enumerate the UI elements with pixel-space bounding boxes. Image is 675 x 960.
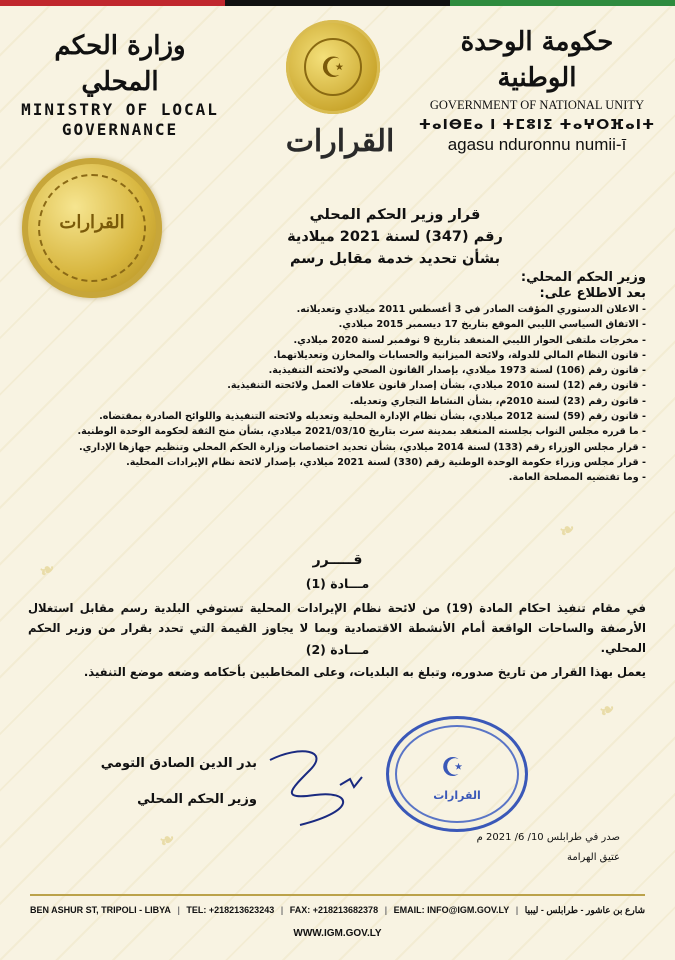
signatory-name: بدر الدين الصادق التومي bbox=[100, 756, 257, 771]
list-item: - قانون رقم (23) لسنة 2010م، بشأن النشاط التجاري وتعديله. bbox=[349, 395, 646, 407]
decides-heading: قـــــرر bbox=[312, 552, 363, 568]
minister-label: وزير الحكم المحلي: bbox=[520, 270, 646, 285]
crescent-star-icon: ☪ bbox=[441, 753, 465, 783]
footer-fax: FAX: +218213682378 bbox=[289, 905, 379, 915]
decision-number: رقم (347) لسنة 2021 ميلادية bbox=[287, 229, 503, 245]
footer-website-link[interactable]: WWW.IGM.GOV.LY bbox=[293, 928, 382, 939]
list-item: - قرار مجلس الوزراء رقم (133) لسنة 2014 ميلادي، بشأن تحديد اختصاصات وزارة الحكم المحلي وتنظيم جهازها الإداري. bbox=[78, 441, 646, 453]
watermark: ❧ bbox=[35, 557, 60, 584]
list-item: - قانون رقم (59) لسنة 2012 ميلادي، بشأن نظام الإدارة المحلية وتعديله ولائحته التنفيذية واللوائح الصادرة بمقتضاه. bbox=[99, 411, 646, 423]
watermark: ❧ bbox=[155, 827, 180, 854]
government-logo-block bbox=[417, 24, 657, 155]
list-item: - ما قرره مجلس النواب بجلسته المنعقد بمدينة سرت بتاريخ 2021/03/10 ميلادي، بشأن منح الثقة لحكومة الوحدة الوطنية. bbox=[77, 426, 646, 438]
list-item: - قرار مجلس وزراء حكومة الوحدة الوطنية رقم (330) لسنة 2021 ميلادي، بإصدار لائحة نظام الإيرادات المحلية. bbox=[126, 456, 646, 468]
footer-email[interactable]: EMAIL: INFO@IGM.GOV.LY bbox=[393, 905, 510, 915]
decision-title: قرار وزير الحكم المحلي bbox=[309, 207, 481, 223]
government-name-tifinagh: ⵜⴰⵏⴱⴹⴰ ⵏ ⵜⵎⵓⵏⵉ ⵜⴰⵖⵔⴼⴰⵏⵜ bbox=[418, 117, 656, 133]
signature-block bbox=[97, 746, 257, 818]
decisions-title: القرارات bbox=[285, 124, 395, 159]
decision-heading bbox=[225, 204, 565, 270]
official-blue-stamp bbox=[386, 716, 528, 832]
crescent-star-icon: ☪ bbox=[304, 38, 362, 96]
government-name-amazigh: agasu nduronnu numii-ī bbox=[447, 135, 627, 154]
preamble-list bbox=[28, 302, 646, 486]
footer-separator: | bbox=[177, 905, 180, 915]
ministry-name-en-line1: MINISTRY OF LOCAL bbox=[21, 100, 219, 119]
issued-hijri: عتيق الهرامة bbox=[567, 852, 620, 863]
national-emblem bbox=[286, 20, 380, 114]
issued-date: صدر في طرابلس 10/ 6/ 2021 م bbox=[476, 832, 620, 843]
footer-separator: | bbox=[515, 905, 519, 915]
ministry-name-ar: وزارة الحكم المحلي bbox=[54, 31, 186, 97]
ministry-name-en-line2: GOVERNANCE bbox=[61, 120, 179, 139]
list-item: - قانون رقم (106) لسنة 1973 ميلادي، بإصدار القانون الصحي ولائحته التنفيذية. bbox=[268, 365, 646, 377]
article-2-text: يعمل بهذا القرار من تاريخ صدوره، وتبلغ به البلديات، وعلى المخاطبين بأحكامه وضعه موضع التنفيذ. bbox=[83, 665, 646, 679]
government-name-en: GOVERNMENT OF NATIONAL UNITY bbox=[429, 98, 645, 112]
decision-subject: بشأن تحديد خدمة مقابل رسم bbox=[289, 251, 501, 267]
issued-block bbox=[460, 828, 620, 868]
watermark: ❧ bbox=[555, 517, 580, 544]
gold-seal-text: القرارات bbox=[59, 212, 125, 233]
footer-contact-bar bbox=[30, 894, 645, 924]
handwritten-signature bbox=[260, 740, 380, 830]
after-review-label: بعد الاطلاع على: bbox=[539, 286, 646, 301]
footer-separator: | bbox=[280, 905, 284, 915]
watermark: ❧ bbox=[595, 697, 620, 724]
preamble bbox=[28, 270, 646, 486]
list-item: - قانون النظام المالي للدولة، ولائحة الميزانية والحسابات والمخازن وتعديلاتهما. bbox=[273, 349, 646, 361]
article-1-text: في مقام تنفيذ احكام المادة (19) من لائحة نظام الإيرادات المحلية تستوفي البلدية رسم مقابل استغلال الأرصفة والساحات الواقعة أمام الأنشطة الاقتصادية وبما لا يجاوز القيمة التي تحدد بقرار من وزير الحكم المحلي. bbox=[28, 601, 646, 655]
list-item: - مخرجات ملتقى الحوار الليبي المنعقد بتاريخ 9 نوفمبر لسنة 2020 ميلادي. bbox=[293, 334, 646, 346]
footer-address-en: BEN ASHUR ST, TRIPOLI - LIBYA bbox=[30, 905, 171, 915]
list-item: - قانون رقم (12) لسنة 2010 ميلادي، بشأن إصدار قانون علاقات العمل ولائحته التنفيذية. bbox=[227, 380, 646, 392]
list-item: - الاعلان الدستوري المؤقت الصادر في 3 أغسطس 2011 ميلادي وتعديلاته. bbox=[296, 304, 646, 315]
signatory-position: وزير الحكم المحلي bbox=[137, 792, 257, 807]
article-1-title: مـــادة (1) bbox=[305, 576, 370, 591]
article-2-title: مـــادة (2) bbox=[305, 642, 370, 657]
blue-stamp-text: القرارات bbox=[433, 789, 481, 802]
footer-separator: | bbox=[384, 905, 388, 915]
footer-address-ar: شارع بن عاشور - طرابلس - ليبيا bbox=[524, 904, 645, 915]
ministry-logo-block bbox=[20, 28, 220, 140]
list-item: - الاتفاق السياسي الليبي الموقع بتاريخ 17 ديسمبر 2015 ميلادي. bbox=[338, 319, 646, 331]
flag-stripe bbox=[0, 0, 675, 6]
footer-tel: TEL: +218213623243 bbox=[186, 905, 275, 915]
list-item: - وما تقتضيه المصلحة العامة. bbox=[508, 472, 646, 484]
government-name-ar: حكومة الوحدة الوطنية bbox=[460, 27, 614, 93]
